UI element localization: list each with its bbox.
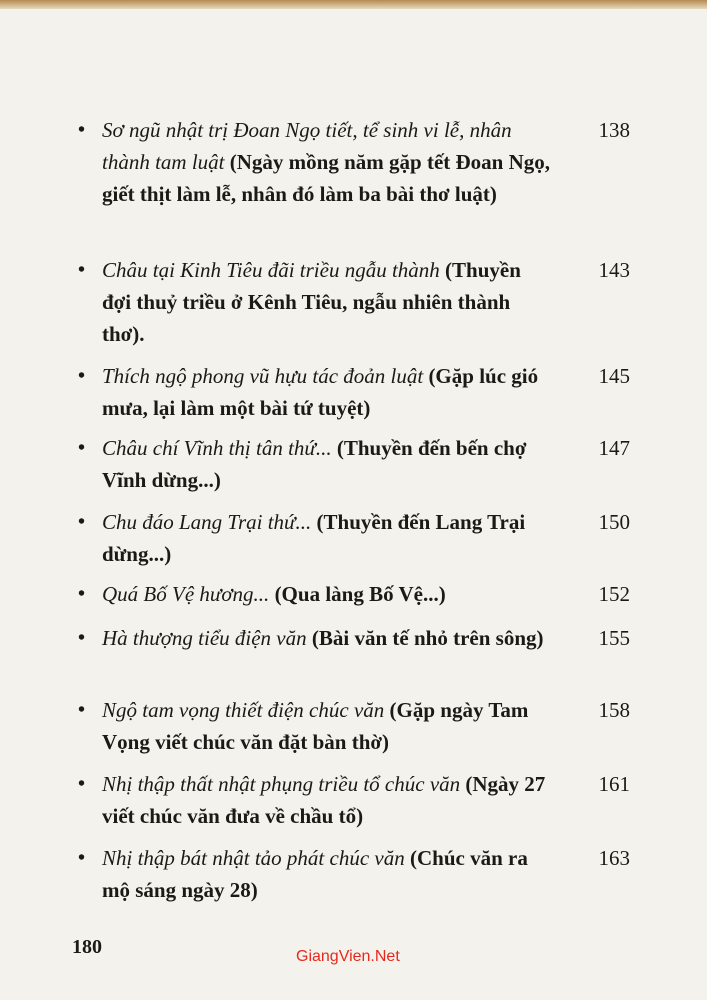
toc-entry — [70, 578, 630, 610]
entry-page-number: 152 — [598, 582, 630, 606]
bullet: • — [78, 847, 86, 869]
entry-page-number: 145 — [598, 364, 630, 388]
bullet: • — [78, 699, 86, 721]
toc-entry — [70, 842, 630, 906]
toc-entry — [70, 360, 630, 424]
entry-translation: (Ngày mồng năm gặp tết Đoan Ngọ, giết thịt làm lễ, nhân đó làm ba bài thơ luật) — [102, 150, 551, 206]
entry-translation: (Thuyền đến bến chợ Vĩnh dừng...) — [102, 436, 527, 492]
entry-translation: (Thuyền đợi thuỷ triều ở Kênh Tiêu, ngẫu nhiên thành thơ). — [102, 258, 521, 346]
bullet: • — [78, 119, 86, 141]
entry-title: Chu đáo Lang Trại thứ... — [102, 510, 312, 534]
entry-translation: (Thuyền đến Lang Trại dừng...) — [102, 510, 526, 566]
entry-page-number: 147 — [598, 436, 630, 460]
entry-translation: (Gặp lúc gió mưa, lại làm một bài tứ tuyệt) — [102, 364, 539, 420]
bullet: • — [78, 773, 86, 795]
toc-entry — [70, 694, 630, 758]
watermark-text: GiangVien.Net — [296, 948, 400, 965]
entry-page-number: 138 — [598, 118, 630, 142]
entry-translation: (Bài văn tế nhỏ trên sông) — [306, 626, 544, 650]
entry-page-number: 155 — [598, 626, 630, 650]
bullet: • — [78, 437, 86, 459]
toc-entry — [70, 768, 630, 832]
entry-title: Nhị thập bát nhật tảo phát chúc văn — [102, 846, 405, 870]
toc-entry — [70, 432, 630, 496]
entry-title: Châu chí Vĩnh thị tân thứ... — [102, 436, 332, 460]
entry-translation: (Qua làng Bố Vệ...) — [269, 582, 446, 606]
footer-page-number: 180 — [72, 936, 102, 958]
entry-title: Thích ngộ phong vũ hựu tác đoản luật — [102, 364, 424, 388]
entry-page-number: 158 — [598, 698, 630, 722]
toc-entry — [70, 254, 630, 350]
entry-page-number: 143 — [598, 258, 630, 282]
toc-entry — [70, 506, 630, 570]
entry-title: Sơ ngũ nhật trị Đoan Ngọ tiết, tể sinh vi lễ, nhân thành tam luật — [102, 118, 512, 174]
entry-title: Hà thượng tiểu điện văn — [102, 626, 307, 650]
entry-page-number: 163 — [598, 846, 630, 870]
toc-entry — [70, 622, 630, 654]
entry-page-number: 150 — [598, 510, 630, 534]
bullet: • — [78, 365, 86, 387]
bullet: • — [78, 511, 86, 533]
entry-title: Quá Bố Vệ hương... — [102, 582, 270, 606]
entry-translation: (Gặp ngày Tam Vọng viết chúc văn đặt bàn thờ) — [102, 698, 529, 754]
entry-page-number: 161 — [598, 772, 630, 796]
entry-title: Ngộ tam vọng thiết điện chúc văn — [102, 698, 385, 722]
toc-entry — [70, 114, 630, 210]
bullet: • — [78, 259, 86, 281]
entry-title: Nhị thập thất nhật phụng triều tổ chúc văn — [102, 772, 461, 796]
bullet: • — [78, 627, 86, 649]
entry-title: Châu tại Kinh Tiêu đãi triều ngẫu thành — [102, 258, 440, 282]
bullet: • — [78, 583, 86, 605]
entry-translation: (Chúc văn ra mộ sáng ngày 28) — [102, 846, 528, 902]
entry-translation: (Ngày 27 viết chúc văn đưa về chầu tổ) — [102, 772, 546, 828]
